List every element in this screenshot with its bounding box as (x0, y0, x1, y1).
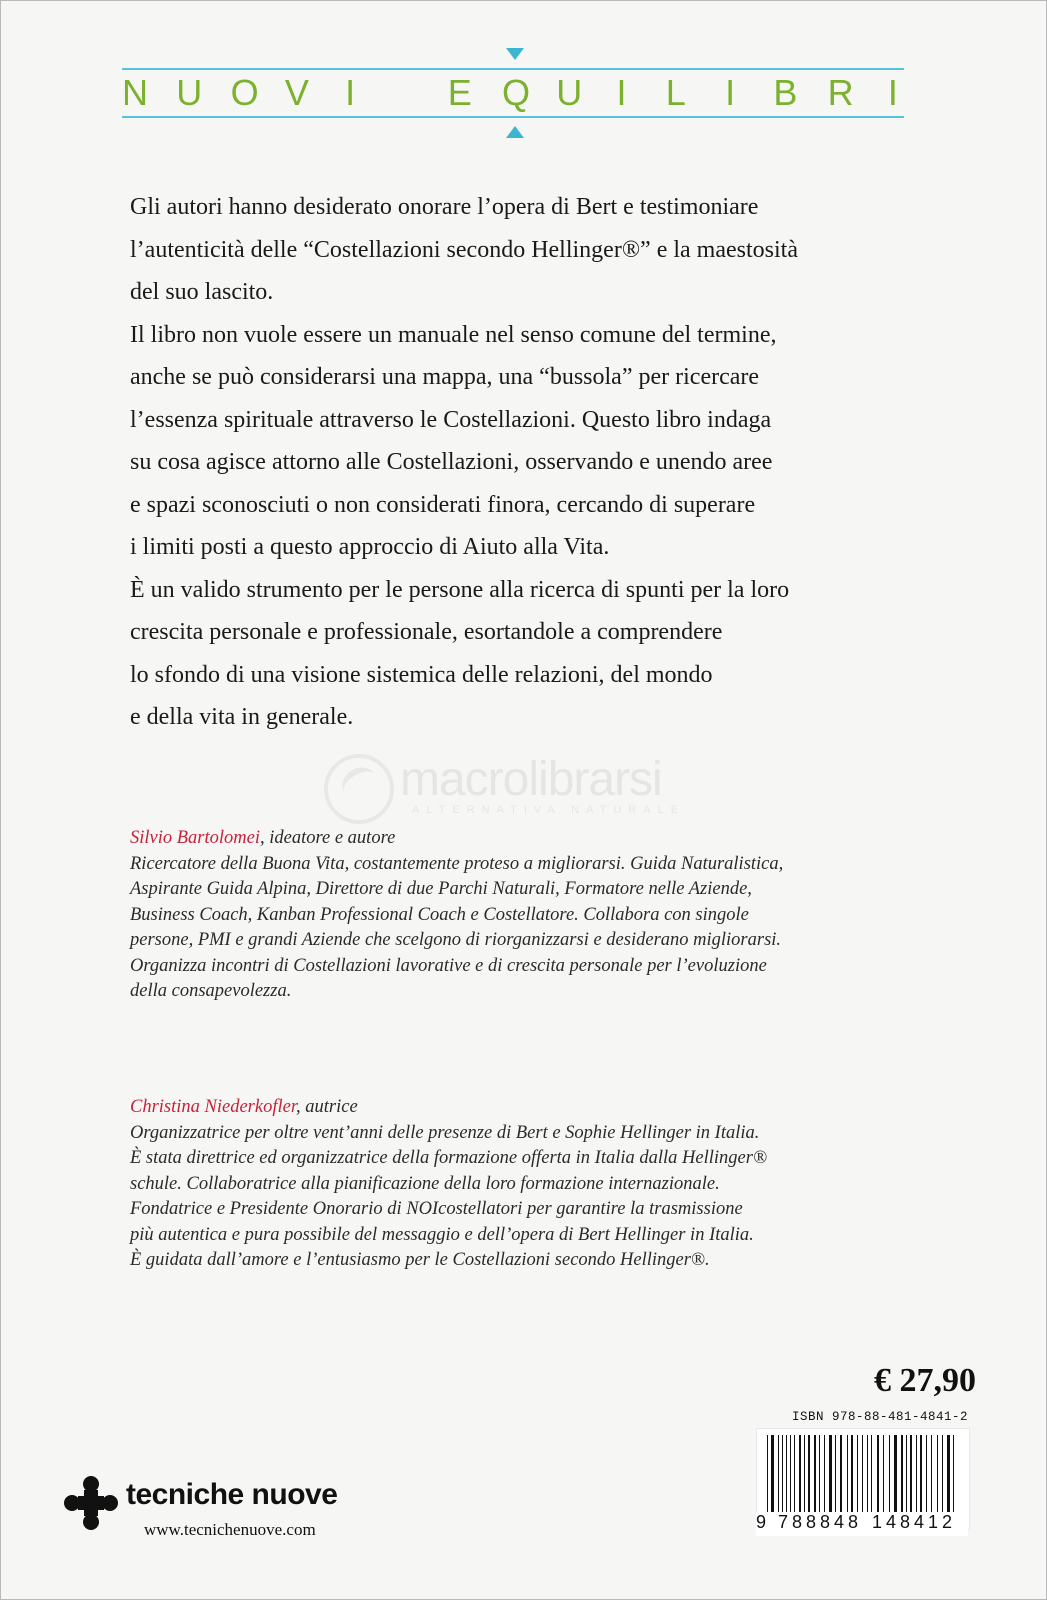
description-line: l’autenticità delle “Costellazioni secondo Hellinger®” e la maestosità (130, 236, 798, 263)
book-description (130, 186, 910, 739)
barcode-bar (824, 1435, 825, 1519)
barcode-bar (947, 1435, 950, 1519)
author-role: , autrice (296, 1097, 358, 1117)
tecniche-nuove-logo-icon (62, 1474, 120, 1532)
barcode-bar (767, 1435, 768, 1519)
barcode-digits-right: 148412 (872, 1512, 957, 1532)
barcode-bar (871, 1435, 872, 1519)
barcode-bar (953, 1435, 954, 1519)
series-letter: I (616, 72, 627, 113)
series-header (122, 48, 904, 138)
barcode-digits-left: 788848 (778, 1512, 863, 1532)
series-letter: E (447, 72, 472, 113)
barcode-bar (883, 1435, 884, 1519)
bio-line: persone, PMI e grandi Aziende che scelgono di riorganizzarsi e desiderano migliorarsi. (130, 930, 782, 950)
barcode-bar (778, 1435, 779, 1519)
author-name: Silvio Bartolomei (130, 828, 260, 848)
description-line: anche se può considerarsi una mappa, una “bussola” per ricercare (130, 364, 760, 390)
barcode-bar (916, 1435, 917, 1519)
series-letter: U (176, 72, 203, 113)
description-line: e della vita in generale. (130, 704, 354, 730)
description-line: È un valido strumento per le persone alla ricerca di spunti per la loro (130, 576, 790, 603)
series-letter: I (345, 72, 356, 113)
barcode-bar (937, 1435, 938, 1519)
barcode-bar (851, 1435, 853, 1519)
author-role: , ideatore e autore (260, 828, 396, 848)
barcode-bar (942, 1435, 943, 1519)
barcode-bar (931, 1435, 932, 1519)
bio-line: Fondatrice e Presidente Onorario di NOIcostellatori per garantire la trasmissione (130, 1199, 743, 1219)
watermark (320, 748, 720, 828)
publisher-url: www.tecnichenuove.com (144, 1520, 316, 1539)
barcode-bar (867, 1435, 868, 1519)
barcode-bar (926, 1435, 927, 1519)
series-letter: B (773, 72, 798, 113)
barcode-digit-first: 9 (756, 1512, 767, 1532)
barcode-bar (829, 1435, 832, 1519)
barcode-digits (756, 1512, 968, 1536)
barcode-bar (920, 1435, 922, 1519)
author-bio (130, 1095, 910, 1274)
description-line: su cosa agisce attorno alle Costellazioni, osservando e unendo aree (130, 449, 773, 475)
barcode-bars-icon (767, 1435, 959, 1519)
series-rule-bottom (122, 116, 904, 118)
barcode-bar (901, 1435, 903, 1519)
triangle-up-icon (506, 126, 524, 138)
bio-line: schule. Collaboratrice alla pianificazione della loro formazione internazionale. (130, 1173, 720, 1194)
price: € 27,90 (874, 1362, 976, 1399)
series-letter: I (725, 72, 736, 113)
description-line: lo sfondo di una visione sistemica delle relazioni, del mondo (130, 661, 713, 688)
publisher-name: tecniche nuove (126, 1478, 338, 1511)
series-rule-top (122, 68, 904, 70)
publisher (62, 1470, 382, 1550)
series-letter: O (230, 72, 259, 113)
barcode-bar (799, 1435, 801, 1519)
barcode-bar (814, 1435, 816, 1519)
isbn-label: ISBN 978-88-481-4841-2 (791, 1410, 968, 1424)
author-name: Christina Niederkofler (130, 1097, 296, 1117)
barcode-bar (771, 1435, 774, 1519)
barcode-bar (782, 1435, 783, 1519)
description-line: Il libro non vuole essere un manuale nel senso comune del termine, (130, 321, 777, 348)
barcode-bar (847, 1435, 848, 1519)
bio-line: Organizzatrice per oltre vent’anni delle presenze di Bert e Sophie Hellinger in Italia. (130, 1122, 760, 1143)
barcode-bar (794, 1435, 795, 1519)
watermark-name: macrolibrarsi (400, 753, 662, 806)
bio-line: È guidata dall’amore e l’entusiasmo per le Costellazioni secondo Hellinger®. (130, 1250, 710, 1270)
series-letter: I (887, 72, 898, 113)
bio-line: della consapevolezza. (130, 981, 292, 1001)
barcode-bar (857, 1435, 858, 1519)
barcode-bar (889, 1435, 890, 1519)
description-line: crescita personale e professionale, esortandole a comprendere (130, 619, 723, 645)
barcode-bar (840, 1435, 842, 1519)
watermark-tagline: ALTERNATIVA NATURALE (412, 804, 686, 816)
bio-line: Ricercatore della Buona Vita, costantemente proteso a migliorarsi. Guida Naturalistica, (130, 853, 784, 874)
bio-line: Aspirante Guida Alpina, Direttore di due Parchi Naturali, Formatore nelle Aziende, (130, 879, 752, 899)
bio-line: Organizza incontri di Costellazioni lavorative e di crescita personale per l’evoluzione (130, 955, 767, 976)
series-letter: V (284, 72, 309, 113)
barcode-bar (819, 1435, 820, 1519)
barcode-bar (862, 1435, 863, 1519)
bio-line: È stata direttrice ed organizzatrice della formazione offerta in Italia dalla Hellinger® (130, 1148, 768, 1168)
author-heading (130, 1095, 910, 1121)
barcode-bar (808, 1435, 810, 1519)
barcode-bar (894, 1435, 897, 1519)
series-letter: N (122, 72, 148, 113)
triangle-down-icon (506, 48, 524, 60)
bio-line: più autentica e pura possibile del messaggio e dell’opera di Bert Hellinger in Italia. (130, 1224, 754, 1245)
series-letter: L (665, 72, 686, 113)
description-line: Gli autori hanno desiderato onorare l’opera di Bert e testimoniare (130, 194, 759, 220)
description-line: l’essenza spirituale attraverso le Costellazioni. Questo libro indaga (130, 406, 772, 433)
series-letter: Q (501, 72, 530, 113)
description-line: del suo lascito. (130, 279, 274, 305)
series-title (122, 74, 904, 112)
series-letter: R (827, 72, 854, 113)
barcode-bar (790, 1435, 791, 1519)
description-line: i limiti posti a questo approccio di Aiuto alla Vita. (130, 534, 610, 560)
author-heading (130, 826, 910, 852)
barcode-bar (835, 1435, 836, 1519)
barcode-bar (786, 1435, 787, 1519)
author-bio (130, 826, 910, 1005)
barcode-bar (906, 1435, 907, 1519)
barcode-bar (910, 1435, 912, 1519)
bio-line: Business Coach, Kanban Professional Coach e Costellatore. Collabora con singole (130, 904, 749, 925)
barcode-bar (877, 1435, 879, 1519)
barcode-bar (804, 1435, 805, 1519)
description-line: e spazi sconosciuti o non considerati finora, cercando di superare (130, 491, 756, 518)
series-letter: U (556, 72, 583, 113)
